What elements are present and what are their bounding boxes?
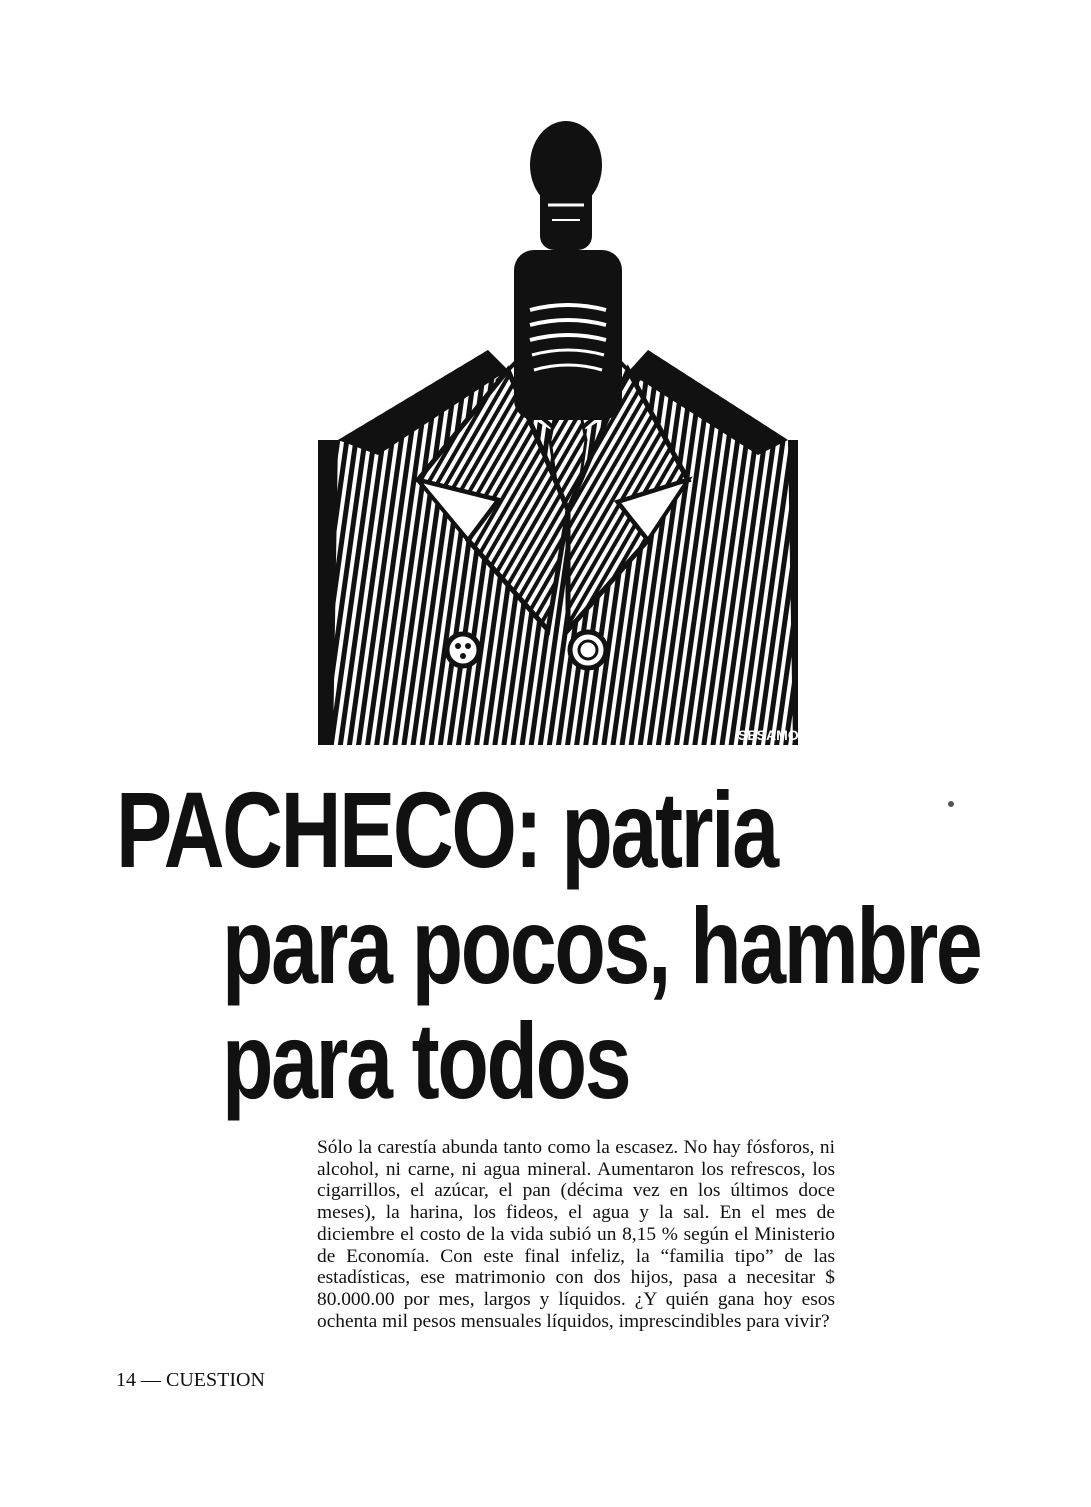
article-lead-paragraph: Sólo la carestía abunda tanto como la escasez. No hay fósforos, ni alcohol, ni carne, ni agua mineral. Aumentaron los refrescos, los cigarrillos, el azúcar, el pan (décima vez en los últimos doce meses), la harina, los fideos, el agua y la sal. En el mes de diciembre el costo de la vida subió un 8,15 % según el Ministerio de Economía. Con este final infeliz, la “familia tipo” de las estadísticas, ese matrimonio con dos hijos, pasa a necesitar $ 80.000.00 por mes, largos y líquidos. ¿Y quién gana hoy esos ochenta mil pesos mensuales líquidos, imprescindibles para vivir? [317, 1137, 835, 1332]
suited-figure-illustration [318, 110, 818, 750]
page-footer: 14 — CUESTION [116, 1369, 265, 1391]
illustration-signature: SESAMO [738, 727, 799, 743]
headline-line-1: PACHECO: patria [116, 769, 777, 890]
headline-line-3: para todos [222, 1000, 630, 1121]
print-speck [948, 801, 954, 807]
headline-line-2: para pocos, hambre [222, 885, 981, 1006]
